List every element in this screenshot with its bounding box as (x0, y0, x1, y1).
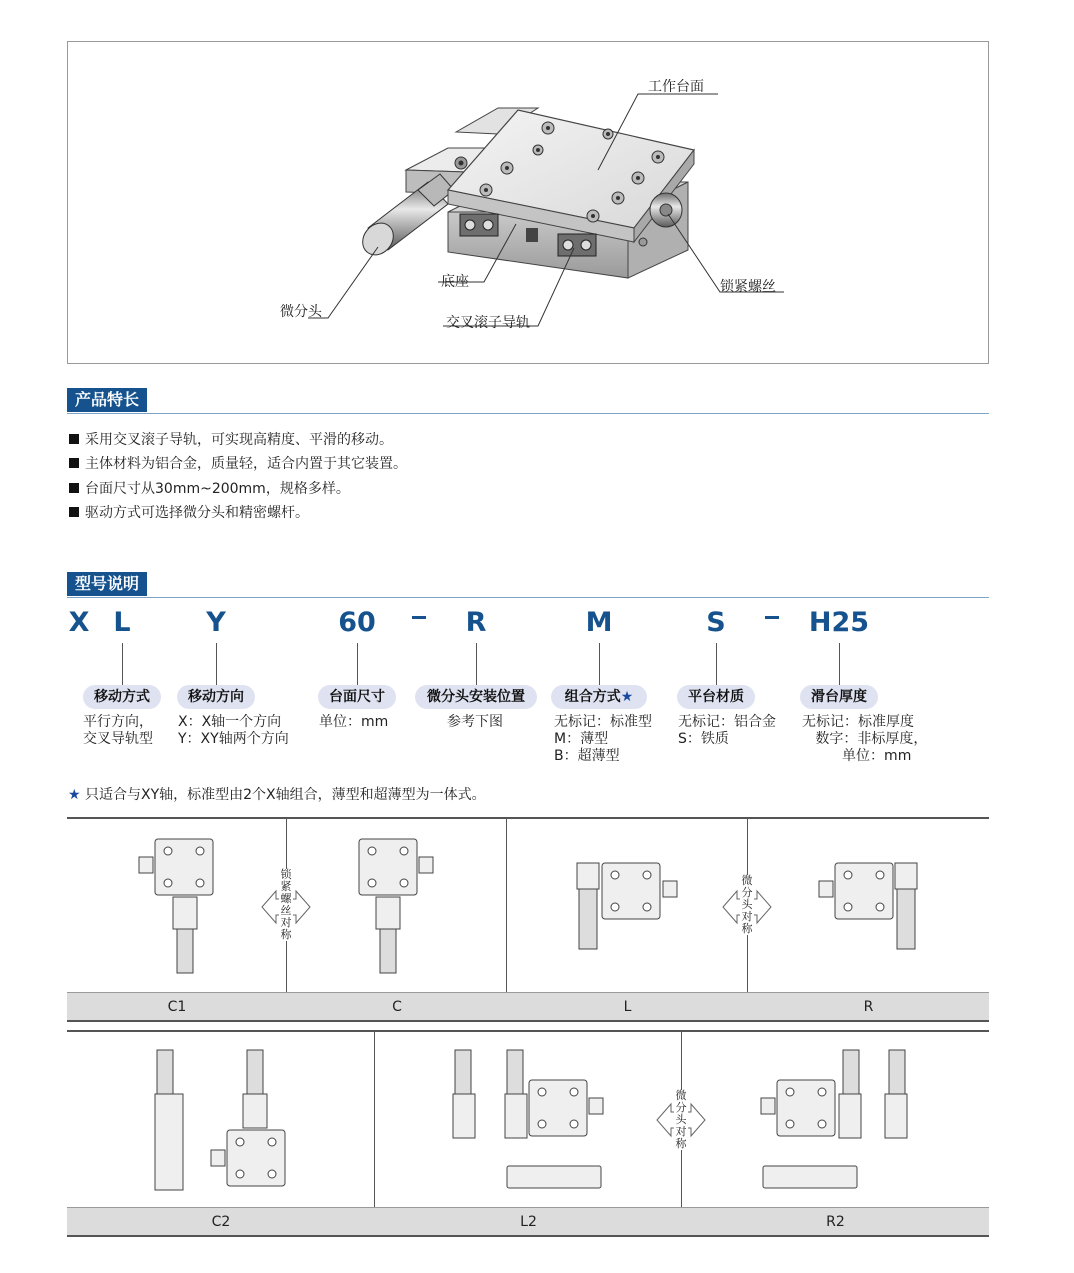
field-desc-move-mode: 平行方向， 交叉导轨型 (83, 714, 153, 747)
bullet-square-icon (69, 458, 79, 468)
callout-work-surface: 工作台面 (648, 79, 704, 95)
callout-cross-roller: 交叉滚子导轨 (446, 315, 530, 331)
feature-item: 台面尺寸从30mm~200mm，规格多样。 (69, 477, 407, 501)
code-s: S (706, 607, 726, 638)
callout-base: 底座 (441, 274, 469, 290)
config-label-r: R (863, 999, 874, 1015)
code-h: H25 (808, 607, 870, 638)
config-drawings-row2 (67, 1032, 989, 1207)
model-title: 型号说明 (67, 572, 147, 596)
feature-item: 驱动方式可选择微分头和精密螺杆。 (69, 501, 407, 525)
features-title: 产品特长 (67, 388, 147, 412)
bullet-square-icon (69, 483, 79, 493)
star-icon: ★ (68, 787, 81, 803)
feature-item: 主体材料为铝合金，质量轻，适合内置于其它装置。 (69, 452, 407, 476)
field-pill-move-direction: 移动方向 (177, 685, 255, 709)
config-label-l: L (623, 999, 632, 1015)
bullet-square-icon (69, 507, 79, 517)
code-r: R (465, 607, 487, 638)
field-desc-thickness: 无标记：标准厚度 数字：非标厚度， 单位：mm (802, 714, 928, 764)
star-icon: ★ (620, 689, 634, 705)
symmetry-label-micrometer: 微分头对称 (741, 874, 753, 935)
field-pill-move-mode: 移动方式 (83, 685, 161, 709)
field-pill-micrometer-position: 微分头安装位置 (415, 685, 537, 709)
bullet-square-icon (69, 434, 79, 444)
symmetry-label-lock-screw: 锁紧螺丝对称 (280, 868, 292, 941)
field-desc-material: 无标记：铝合金 S：铁质 (678, 714, 776, 747)
callout-micrometer: 微分头 (280, 304, 322, 320)
feature-list (69, 428, 407, 525)
feature-item: 采用交叉滚子导轨，可实现高精度、平滑的移动。 (69, 428, 407, 452)
config-label-c: C (392, 999, 402, 1015)
config-panel-row1 (67, 817, 989, 1022)
callout-lock-screw: 锁紧螺丝 (720, 279, 776, 295)
micrometer-barrel (356, 174, 454, 261)
config-drawings-row1 (67, 819, 989, 992)
model-header (67, 572, 989, 596)
field-desc-move-direction: X：X轴一个方向 Y：XY轴两个方向 (178, 714, 289, 747)
field-pill-table-size: 台面尺寸 (318, 685, 396, 709)
code-m: M (585, 607, 613, 638)
config-panel-row2 (67, 1030, 989, 1237)
features-header (67, 388, 989, 412)
code-size: 60 (338, 607, 376, 638)
config-label-c2: C2 (211, 1214, 231, 1230)
field-pill-material: 平台材质 (677, 685, 755, 709)
field-desc-combination: 无标记：标准型 M：薄型 B：超薄型 (554, 714, 652, 764)
config-label-bar-row1 (67, 992, 989, 1020)
field-pill-combination: 组合方式★ (551, 685, 647, 709)
field-desc-table-size: 单位：mm (319, 714, 389, 730)
combination-note: ★ 只适合与XY轴，标准型由2个X轴组合，薄型和超薄型为一体式。 (68, 787, 486, 803)
code-l: L (113, 607, 131, 638)
config-label-bar-row2 (67, 1207, 989, 1235)
field-desc-micrometer-position: 参考下图 (447, 714, 503, 730)
code-dash (765, 616, 779, 619)
config-label-r2: R2 (826, 1214, 845, 1230)
product-diagram-frame (67, 41, 989, 364)
symmetry-label-micrometer: 微分头对称 (675, 1089, 687, 1150)
code-y: Y (206, 607, 226, 638)
code-x: X (68, 607, 90, 638)
config-label-c1: C1 (167, 999, 187, 1015)
field-pill-thickness: 滑台厚度 (800, 685, 878, 709)
config-label-l2: L2 (520, 1214, 537, 1230)
code-dash (412, 616, 426, 619)
